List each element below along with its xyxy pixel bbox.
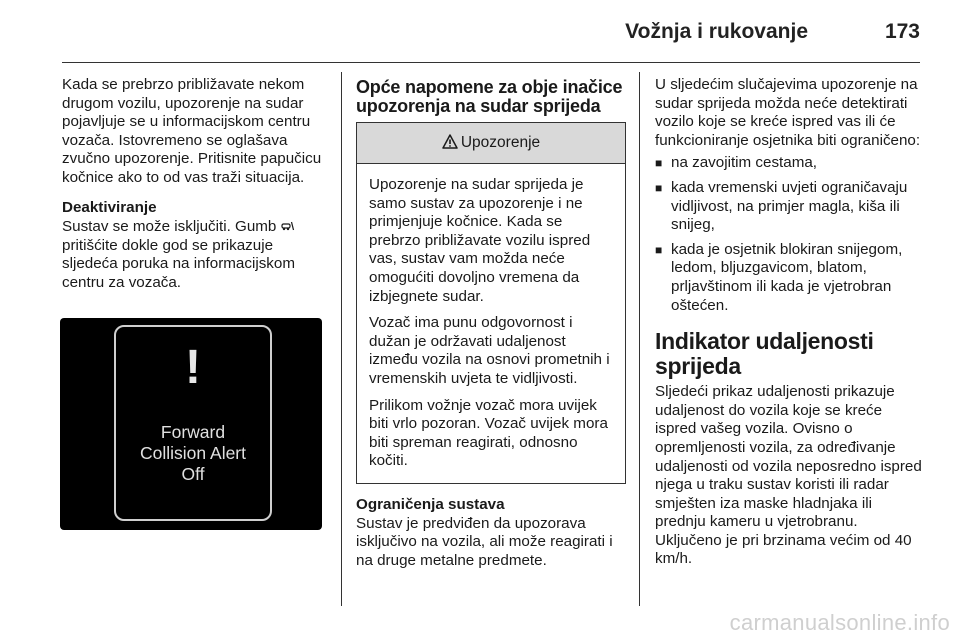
warning-box — [356, 122, 626, 484]
warning-paragraph: Vozač ima punu odgovornost i dužan je održavati udaljenost između vozila na osnovi prometnih i vremenskih uvjeta te vidljivosti. — [369, 314, 610, 387]
deactivation-text-1: Sustav se može isključiti. Gumb — [62, 218, 277, 236]
alert-message — [116, 422, 270, 485]
right-column — [655, 76, 923, 580]
conditions-intro: U sljedećim slučajevima upozorenje na sudar sprijeda možda neće detektirati vozilo koje se kreće ispred vas ili će funkcioniranje osjetnika biti ograničeno: — [655, 76, 921, 149]
list-item: ■ na zavojitim cestama, — [655, 154, 923, 173]
column-divider-1 — [341, 72, 342, 606]
alert-display-panel — [114, 325, 272, 521]
list-item: ■ kada vremenski uvjeti ograničavaju vidljivost, na primjer magla, kiša ili snijeg, — [655, 179, 923, 235]
chapter-title: Vožnja i rukovanje — [625, 20, 808, 43]
section-heading-distance: Indikator udaljenosti sprijeda — [655, 328, 874, 380]
limits-heading: Ograničenja sustava — [356, 495, 505, 513]
warning-box-header — [357, 123, 625, 164]
left-column — [62, 76, 328, 304]
alert-line-3: Off — [181, 464, 205, 484]
page-header — [62, 8, 920, 58]
warning-box-body — [357, 164, 625, 483]
deactivation-paragraph — [62, 217, 328, 292]
section-heading-general: Opće napomene za obje inačice upozorenja na sudar sprijeda — [356, 77, 623, 116]
conditions-list — [655, 154, 923, 315]
car-distance-icon — [281, 217, 295, 235]
exclamation-icon: ! — [185, 341, 201, 394]
middle-column — [356, 78, 626, 581]
deactivation-text-2: pritišćite dokle god se prikazuje sljedeća poruka na informacijskom centru za vozača. — [62, 236, 295, 291]
header-rule — [62, 62, 920, 63]
warning-paragraph: Upozorenje na sudar sprijeda je samo sustav za upozorenje i ne primjenjuje kočnice. Kada se prebrzo približavate vozilu ispred vas, sustav vam možda neće omogućiti dovoljno vremena da izbjegnete sudar. — [369, 176, 591, 305]
list-item: ■ kada je osjetnik blokiran snijegom, ledom, bljuzgavicom, blatom, prljavštinom ili kada je vjetrobran oštećen. — [655, 241, 923, 315]
column-divider-2 — [639, 72, 640, 606]
deactivation-heading: Deaktiviranje — [62, 198, 157, 216]
alert-line-2: Collision Alert — [139, 443, 247, 463]
distance-paragraph: Sljedeći prikaz udaljenosti prikazuje udaljenost do vozila koje se kreće ispred vašeg vozila. Ovisno o opremljenosti vozila, za određivanje udaljenosti od vozila neposredno ispred njega u traku sustav koristi ili radar smješten iza maske hladnjaka ili prednju kameru u vjetrobranu. Uključeno je pri brzinama većim od 40 km/h. — [655, 383, 922, 568]
warning-paragraph: Prilikom vožnje vozač mora uvijek biti vrlo pozoran. Vozač uvijek mora biti spreman reagirati, odnosno kočiti. — [369, 396, 608, 470]
alert-line-1: Forward — [160, 422, 226, 442]
warning-box-title: Upozorenje — [460, 133, 541, 151]
warning-triangle-icon — [442, 134, 458, 153]
intro-paragraph: Kada se prebrzo približavate nekom drugom vozilu, upozorenje na sudar pojavljuje se u informacijskom centru vozača. Istovremeno se oglašava zvučno upozorenje. Pritisnite papučicu kočnice ako to od vas traži situacija. — [62, 76, 322, 186]
watermark: carmanualsonline.info — [729, 610, 950, 635]
page-number: 173 — [884, 20, 920, 43]
dashboard-alert-figure — [60, 318, 322, 530]
limits-paragraph: Sustav je predviđen da upozorava isključivo na vozila, ali može reagirati i na druge metalne predmete. — [356, 514, 613, 569]
